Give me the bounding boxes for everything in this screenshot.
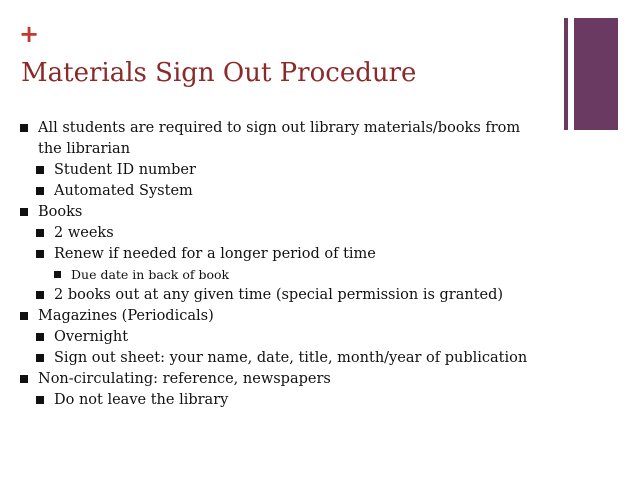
bullet-item: [20, 390, 620, 411]
bullet-item: [20, 285, 620, 306]
bullet-text: Do not leave the library: [54, 392, 229, 408]
bullet-text: Overnight: [54, 329, 129, 345]
bullet-text: All students are required to sign out library materials/books from the librarian: [38, 120, 521, 157]
bullet-item: [20, 369, 620, 390]
bullet-item: [20, 244, 620, 265]
bullet-text: Magazines (Periodicals): [38, 308, 214, 324]
bullet-square-icon: [20, 312, 28, 320]
bullet-square-icon: [54, 271, 61, 278]
bullet-text: 2 weeks: [54, 225, 114, 241]
bullet-item: [20, 160, 620, 181]
bullet-text: 2 books out at any given time (special permission is granted): [54, 287, 504, 303]
bullet-square-icon: [20, 124, 28, 132]
bullet-item: [20, 327, 620, 348]
accent-bar-thick: [574, 18, 618, 130]
bullet-square-icon: [36, 166, 44, 174]
bullet-item: [20, 202, 620, 223]
bullet-item: [20, 265, 620, 285]
bullet-text: Student ID number: [54, 162, 196, 178]
bullet-square-icon: [20, 375, 28, 383]
plus-mark: +: [19, 20, 40, 48]
accent-bar-thin: [564, 18, 568, 130]
bullet-item: [20, 306, 620, 327]
bullet-square-icon: [36, 291, 44, 299]
bullet-item: [20, 118, 620, 160]
bullet-item: [20, 223, 620, 244]
bullet-text: Books: [38, 204, 83, 220]
bullet-square-icon: [36, 229, 44, 237]
bullet-item: [20, 348, 620, 369]
bullet-text: Sign out sheet: your name, date, title, month/year of publication: [54, 350, 528, 366]
bullet-text: Non-circulating: reference, newspapers: [38, 371, 331, 387]
bullet-list: [20, 118, 620, 411]
bullet-square-icon: [36, 396, 44, 404]
bullet-text: Renew if needed for a longer period of time: [54, 246, 376, 262]
bullet-square-icon: [36, 250, 44, 258]
bullet-item: [20, 181, 620, 202]
bullet-square-icon: [36, 333, 44, 341]
bullet-text: Due date in back of book: [71, 267, 230, 282]
bullet-text: Automated System: [54, 183, 193, 199]
bullet-square-icon: [20, 208, 28, 216]
bullet-square-icon: [36, 187, 44, 195]
bullet-square-icon: [36, 354, 44, 362]
slide-title: Materials Sign Out Procedure: [21, 58, 417, 88]
